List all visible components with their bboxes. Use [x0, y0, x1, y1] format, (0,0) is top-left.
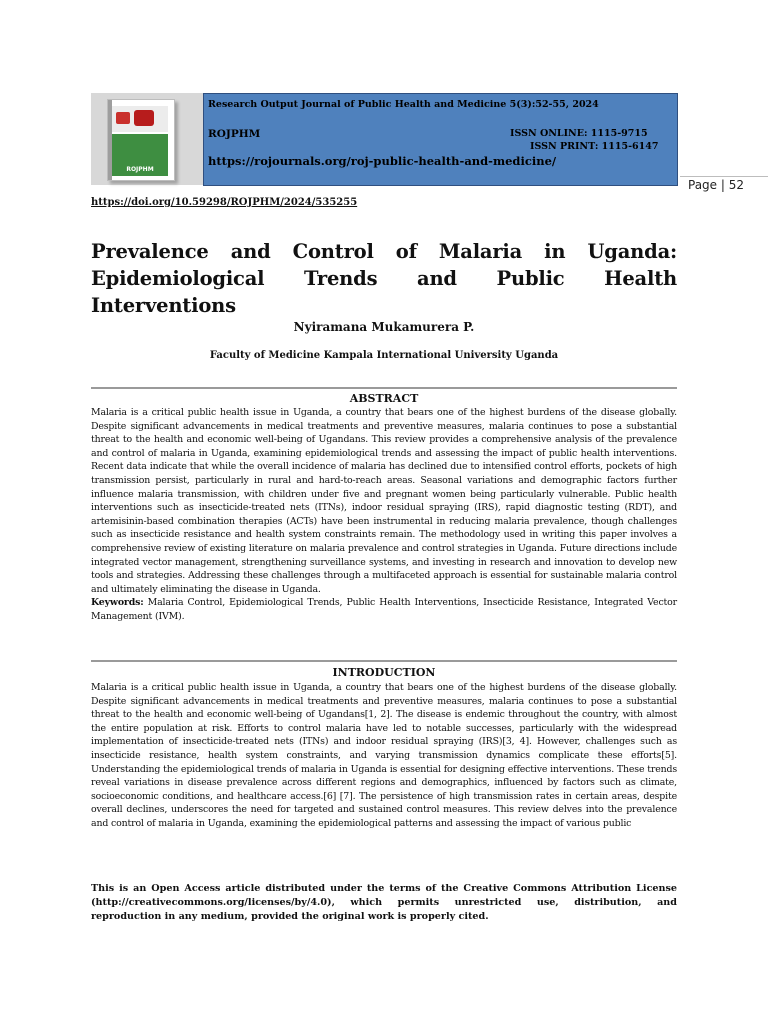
- keywords-text: Malaria Control, Epidemiological Trends, Public Health Interventions, Insecticide Resistance, Integrated Vector Management (IVM).: [91, 597, 677, 622]
- article-title: Prevalence and Control of Malaria in Uganda: Epidemiological Trends and Public Health Interventions: [91, 240, 677, 317]
- abstract-body: [91, 406, 677, 624]
- introduction-body: Malaria is a critical public health issue in Uganda, a country that bears one of the highest burdens of the disease globally. Despite significant advancements in medical treatments and preventive measures, malaria continues to pose a substantial threat to the health and economic well-being of Ugandans[1, 2]. The disease is endemic throughout the country, with almost the entire population at risk. Efforts to control malaria have led to notable successes, particularly with the widespread implementation of insecticide-treated nets (ITNs) and indoor residual spraying (IRS)[3, 4]. However, challenges such as insecticide resistance, health system constraints, and varying transmission dynamics complicate these efforts[5]. Understanding the epidemiological trends of malaria in Uganda is essential for designing effective interventions. These trends reveal variations in disease prevalence across different regions and demographics, influenced by factors such as climate, socioeconomic conditions, and healthcare access.[6] [7]. The persistence of high transmission rates in certain areas, despite overall declines, underscores the need for targeted and sustained control measures. This review delves into the prevalence and control of malaria in Uganda, examining the epidemiological patterns and assessing the impact of various public: [91, 682, 677, 829]
- journal-abbreviation: ROJPHM: [208, 128, 261, 140]
- author-affiliation: Faculty of Medicine Kampala International University Uganda: [209, 350, 559, 361]
- journal-citation-line: Research Output Journal of Public Health and Medicine 5(3):52-55, 2024: [208, 99, 599, 110]
- abstract-top-rule: [91, 387, 677, 389]
- journal-url-link[interactable]: https://rojournals.org/roj-public-health-and-medicine/: [208, 154, 557, 168]
- abstract-text: Malaria is a critical public health issue in Uganda, a country that bears one of the highest burdens of the disease globally. Despite significant advancements in medical treatments and preventive measures, malaria continues to pose a substantial threat to the health and economic well-being of Ugandans. This review provides a comprehensive analysis of the prevalence and control of malaria in Uganda, examining epidemiological trends and assessing the impact of public health interventions. Recent data indicate that while the overall incidence of malaria has declined due to intensified control efforts, pockets of high transmission persist, particularly in rural and hard-to-reach areas. Seasonal variations and demographic factors further influence malaria transmission, with children under five and pregnant women being particularly vulnerable. Public health interventions such as insecticide-treated nets (ITNs), indoor residual spraying (IRS), rapid diagnostic testing (RDT), and artemisinin-based combination therapies (ACTs) have been instrumental in reducing malaria prevalence, though challenges such as insecticide resistance and health system constraints remain. The methodology used in writing this paper involves a comprehensive review of existing literature on malaria prevalence and control strategies in Uganda. Future directions include integrated vector management, strengthening surveillance systems, and investing in research and innovation to develop new tools and strategies. Addressing these challenges through a multifaceted approach is essential for sustainable malaria control and ultimately eliminating the disease in Uganda.: [91, 407, 677, 595]
- cover-label: ROJPHM: [126, 166, 154, 173]
- keywords-label: Keywords:: [91, 597, 144, 609]
- issn-print: ISSN PRINT: 1115-6147: [530, 141, 659, 152]
- page-number: Page | 52: [688, 178, 744, 192]
- doi-link[interactable]: https://doi.org/10.59298/ROJPHM/2024/535255: [91, 197, 358, 208]
- introduction-top-rule: [91, 660, 677, 662]
- journal-cover-image: [91, 93, 203, 185]
- page-number-divider: [680, 176, 768, 177]
- abstract-heading: ABSTRACT: [349, 392, 419, 405]
- book-cover-icon: [107, 99, 175, 181]
- issn-online: ISSN ONLINE: 1115-9715: [510, 128, 648, 139]
- author-name: Nyiramana Mukamurera P.: [293, 320, 475, 334]
- journal-banner: [203, 93, 678, 186]
- license-notice: This is an Open Access article distributed under the terms of the Creative Commons Attribution License (http://creativecommons.org/licenses/by/4.0), which permits unrestricted use, distribution, and reproduction in any medium, provided the original work is properly cited.: [91, 883, 677, 922]
- introduction-heading: INTRODUCTION: [332, 666, 436, 679]
